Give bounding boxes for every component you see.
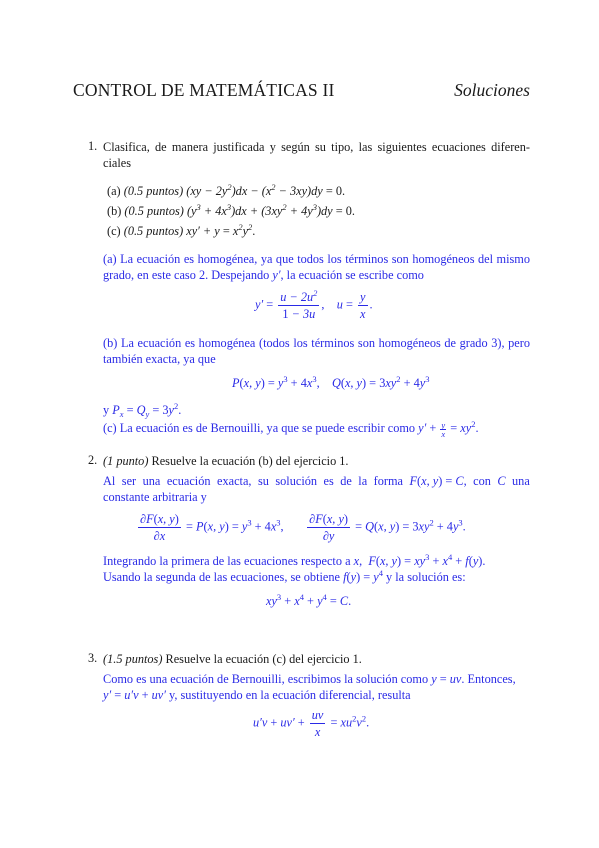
solution-3-text-2: . Entonces,	[461, 672, 516, 686]
solution-3-line1: Como es una ecuación de Bernouilli, escribimos la solución como y = uv. Entonces,	[103, 672, 516, 686]
item-a-label: (a)	[107, 184, 121, 198]
item-b-equation: $(y^3 + 4x^3)dx + (3xy^2 + 4y^3)dy = 0$.	[186, 202, 355, 218]
solution-1b-line3: y $P_x = Q_y = 3y^2$.	[103, 401, 182, 419]
solution-2-line1: Al ser una ecuación exacta, su solución es de la forma F(x, y) = C, con C una	[103, 474, 530, 488]
solution-2-line2: constante arbitraria y	[103, 490, 207, 504]
solution-3-line2: y′ = u′v + uv′ y, sustituyendo en la ecuación diferencial, resulta	[103, 688, 411, 702]
solution-3-formula: u′v + uv′ + $\frac{uv}{x}$ = $xu^2v^2$.	[253, 708, 370, 739]
solution-1a-text-end: , la ecuación se escribe como	[280, 268, 424, 282]
exercise-2-statement	[103, 453, 349, 469]
solution-1b-line2: también exacta, ya que	[103, 352, 216, 366]
document-title: CONTROL DE MATEMÁTICAS II	[73, 80, 335, 100]
solution-1a-formula: y′ = $\frac{u - 2u^2}{1 - 3u}$ , u = $\frac{y}{x}$ .	[255, 288, 373, 321]
exercise-3-text: Resuelve la ecuación (c) del ejercicio 1.	[162, 652, 362, 666]
solution-2-formula: $\frac{\partial F(x, y)}{\partial x}$ = P(x, $y) = y^3 + 4x^3$, $\frac{\partial F(x, y)}{\partial y}$ = Q(x, $y) = 3xy^2 + 4y^3$.	[140, 512, 466, 543]
item-b-label: (b)	[107, 204, 122, 218]
exercise-3-number: 3.	[88, 651, 98, 665]
document-header	[73, 80, 530, 104]
exercise-2-points: (1 punto)	[103, 454, 149, 468]
item-c-equation: $xy' + y = x^2y^2$.	[186, 222, 256, 238]
solution-1b-formula: P(x, $y) = y^3 + 4x^3$, Q(x, $y) = 3xy^2 + 4y^3$	[232, 374, 430, 390]
exercise-1-item-b	[107, 203, 355, 219]
item-a-equation: $(xy - 2y^2)dx - (x^2 - 3xy)dy = 0$.	[186, 182, 346, 198]
solution-2-text: Integrando la primera de las ecuaciones respecto a	[103, 554, 354, 568]
exercise-1-number: 1.	[88, 139, 98, 153]
solution-1c: (c) La ecuación es de Bernouilli, ya que se puede escribir como y′ + $\frac{y}{x}$ = $xy^2$.	[103, 419, 479, 439]
exercise-1-item-c	[107, 223, 255, 239]
solution-2-text-2: Usando la segunda de las ecuaciones, se obtiene	[103, 570, 344, 584]
item-c-label: (c)	[107, 224, 121, 238]
exercise-1-statement: Clasifica, de manera justificada y según su tipo, las siguientes ecuaciones diferen-	[103, 140, 530, 154]
solution-2-line3: Integrando la primera de las ecuaciones respecto a x, F(x, $y) = xy^3 + x^4 + f(y)$.	[103, 552, 486, 568]
solution-2-text-3: y la solución es:	[382, 570, 466, 584]
solution-3-text: Como es una ecuación de Bernouilli, escribimos la solución como	[103, 672, 432, 686]
item-c-points: (0.5 puntos)	[123, 224, 184, 238]
solution-2-line4: Usando la segunda de las ecuaciones, se obtiene $f(y) = y^4$ y la solución es:	[103, 568, 466, 584]
solution-1a-text: grado, en este caso 2. Despejando	[103, 268, 273, 282]
solution-1b-line1: (b) La ecuación es homogénea (todos los términos son homogéneos de grado 3), pero	[103, 336, 530, 350]
exercise-3-statement	[103, 651, 362, 667]
solution-3-text-3: y, sustituyendo en la ecuación diferencial, resulta	[165, 688, 411, 702]
solution-2-final: $xy^3 + x^4 + y^4 = C$.	[266, 592, 352, 608]
exercise-1-item-a	[107, 183, 345, 199]
solution-1a-line1: (a) La ecuación es homogénea, ya que todos los términos son homogéneos del mismo	[103, 252, 530, 266]
exercise-2-number: 2.	[88, 453, 98, 467]
exercise-2-text: Resuelve la ecuación (b) del ejercicio 1.	[148, 454, 349, 468]
exercise-1-statement-cont: ciales	[103, 156, 131, 170]
solution-1a-var: y′	[272, 268, 281, 282]
exercise-3-points: (1.5 puntos)	[103, 652, 163, 666]
solution-1a-line2	[103, 267, 424, 283]
solution-1b-y: y	[103, 403, 113, 417]
item-a-points: (0.5 puntos)	[123, 184, 184, 198]
solution-1c-text: (c) La ecuación es de Bernouilli, ya que se puede escribir como	[103, 421, 419, 435]
item-b-points: (0.5 puntos)	[124, 204, 184, 218]
document-subtitle: Soluciones	[454, 80, 530, 100]
